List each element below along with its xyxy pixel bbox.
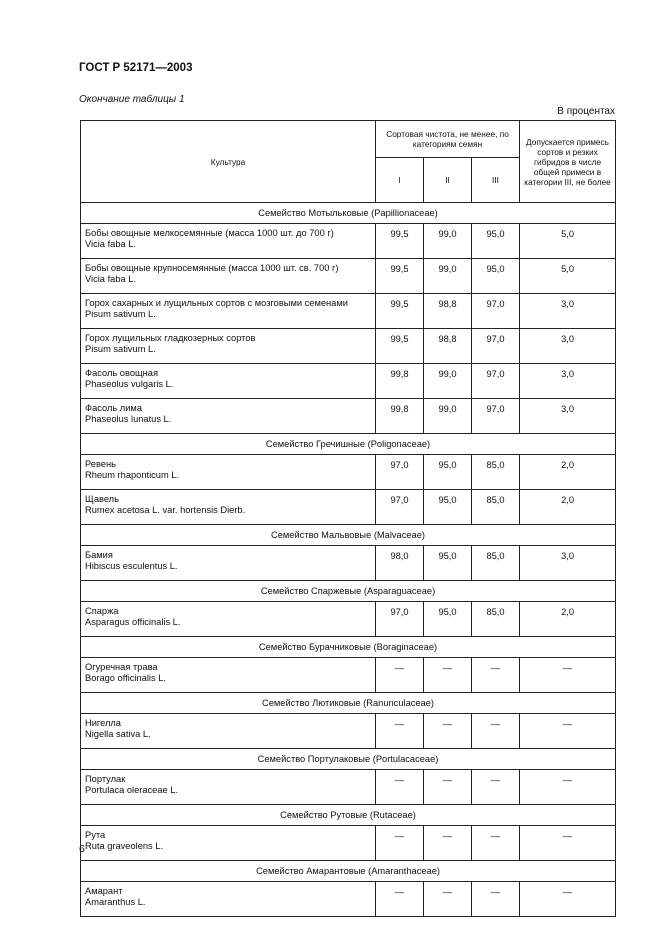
admixture-value: — [520, 826, 616, 861]
purity-value-cat-3: 95,0 [472, 224, 520, 259]
culture-cell [81, 714, 376, 749]
purity-value-cat-1: 99,8 [376, 399, 424, 434]
admixture-value: 2,0 [520, 490, 616, 525]
culture-latin-name: Nigella sativa L. [85, 729, 151, 739]
culture-latin-name: Asparagus officinalis L. [85, 617, 181, 627]
purity-value-cat-1: 97,0 [376, 602, 424, 637]
header-purity: Сортовая чистота, не менее, по категориям семян [376, 121, 520, 158]
purity-value-cat-3: 97,0 [472, 399, 520, 434]
culture-latin-name: Rumex acetosa L. var. hortensis Dierb. [85, 505, 246, 515]
header-category-1: I [376, 158, 424, 203]
culture-cell [81, 770, 376, 805]
culture-name: Горох сахарных и лущильных сортов с мозговыми семенами [85, 298, 348, 308]
table-row [81, 826, 616, 861]
table-row [81, 882, 616, 917]
purity-value-cat-1: — [376, 826, 424, 861]
culture-latin-name: Phaseolus lunatus L. [85, 414, 172, 424]
purity-value-cat-2: — [424, 826, 472, 861]
table-row [81, 364, 616, 399]
culture-cell [81, 364, 376, 399]
purity-value-cat-2: — [424, 714, 472, 749]
purity-value-cat-2: 98,8 [424, 329, 472, 364]
purity-value-cat-3: 95,0 [472, 259, 520, 294]
header-category-2: II [424, 158, 472, 203]
purity-value-cat-1: — [376, 658, 424, 693]
purity-value-cat-3: — [472, 882, 520, 917]
purity-value-cat-2: — [424, 658, 472, 693]
purity-value-cat-3: — [472, 770, 520, 805]
table-row [81, 546, 616, 581]
purity-value-cat-1: — [376, 882, 424, 917]
family-name: Семейство Лютиковые (Ranunculaceae) [81, 693, 616, 714]
table-row [81, 399, 616, 434]
purity-value-cat-2: 98,8 [424, 294, 472, 329]
purity-value-cat-2: 99,0 [424, 224, 472, 259]
purity-value-cat-2: — [424, 770, 472, 805]
family-row [81, 581, 616, 602]
admixture-value: 3,0 [520, 329, 616, 364]
culture-name: Огуречная трава [85, 662, 158, 672]
family-row [81, 637, 616, 658]
table-row [81, 455, 616, 490]
table-row [81, 770, 616, 805]
admixture-value: 3,0 [520, 294, 616, 329]
units-note: В процентах [557, 106, 615, 117]
family-row [81, 434, 616, 455]
culture-cell [81, 294, 376, 329]
document-code: ГОСТ Р 52171—2003 [79, 62, 193, 74]
culture-latin-name: Pisum sativum L. [85, 309, 156, 319]
purity-value-cat-3: — [472, 826, 520, 861]
purity-value-cat-1: 99,5 [376, 294, 424, 329]
culture-name: Нигелла [85, 718, 121, 728]
culture-cell [81, 546, 376, 581]
purity-value-cat-1: 99,5 [376, 329, 424, 364]
purity-value-cat-2: 99,0 [424, 399, 472, 434]
table-row [81, 602, 616, 637]
table-row [81, 294, 616, 329]
header-category-3: III [472, 158, 520, 203]
family-name: Семейство Мотыльковые (Papillionaceae) [81, 203, 616, 224]
table-row [81, 714, 616, 749]
family-name: Семейство Рутовые (Rutaceae) [81, 805, 616, 826]
admixture-value: — [520, 714, 616, 749]
culture-latin-name: Amaranthus L. [85, 897, 146, 907]
admixture-value: — [520, 770, 616, 805]
culture-name: Ревень [85, 459, 116, 469]
family-row [81, 203, 616, 224]
purity-value-cat-1: 99,5 [376, 259, 424, 294]
purity-value-cat-1: 98,0 [376, 546, 424, 581]
table-caption: Окончание таблицы 1 [79, 94, 185, 105]
culture-latin-name: Rheum rhaponticum L. [85, 470, 180, 480]
culture-latin-name: Phaseolus vulgaris L. [85, 379, 174, 389]
purity-value-cat-3: 97,0 [472, 294, 520, 329]
culture-latin-name: Portulaca oleraceae L. [85, 785, 179, 795]
culture-name: Бамия [85, 550, 113, 560]
family-row [81, 861, 616, 882]
culture-cell [81, 658, 376, 693]
purity-value-cat-2: 95,0 [424, 455, 472, 490]
purity-table [80, 120, 616, 917]
culture-cell [81, 826, 376, 861]
purity-value-cat-1: 97,0 [376, 455, 424, 490]
admixture-value: 2,0 [520, 455, 616, 490]
culture-latin-name: Borago officinalis L. [85, 673, 166, 683]
purity-value-cat-2: 95,0 [424, 490, 472, 525]
family-row [81, 525, 616, 546]
table-row [81, 490, 616, 525]
culture-name: Бобы овощные крупносемянные (масса 1000 шт. св. 700 г) [85, 263, 339, 273]
admixture-value: 3,0 [520, 364, 616, 399]
culture-latin-name: Hibiscus esculentus L. [85, 561, 178, 571]
purity-value-cat-1: 97,0 [376, 490, 424, 525]
purity-value-cat-1: — [376, 714, 424, 749]
culture-cell [81, 329, 376, 364]
purity-value-cat-1: — [376, 770, 424, 805]
culture-latin-name: Vicia faba L. [85, 274, 136, 284]
purity-value-cat-1: 99,8 [376, 364, 424, 399]
purity-value-cat-3: 85,0 [472, 455, 520, 490]
culture-name: Амарант [85, 886, 123, 896]
culture-name: Щавель [85, 494, 119, 504]
purity-value-cat-2: — [424, 882, 472, 917]
culture-name: Бобы овощные мелкосемянные (масса 1000 шт. до 700 г) [85, 228, 334, 238]
family-name: Семейство Портулаковые (Portulacaceae) [81, 749, 616, 770]
purity-value-cat-3: — [472, 658, 520, 693]
family-row [81, 749, 616, 770]
purity-value-cat-3: 97,0 [472, 364, 520, 399]
header-admixture: Допускается примесь сортов и резких гибридов в числе общей примеси в категории III, не более [520, 121, 616, 203]
culture-name: Рута [85, 830, 106, 840]
purity-value-cat-3: — [472, 714, 520, 749]
culture-name: Фасоль овощная [85, 368, 158, 378]
purity-value-cat-2: 95,0 [424, 546, 472, 581]
family-name: Семейство Бурачниковые (Boraginaceae) [81, 637, 616, 658]
purity-value-cat-1: 99,5 [376, 224, 424, 259]
culture-cell [81, 490, 376, 525]
culture-cell [81, 455, 376, 490]
family-name: Семейство Гречишные (Poligonaceae) [81, 434, 616, 455]
culture-cell [81, 399, 376, 434]
table-row [81, 658, 616, 693]
page-number: 6 [79, 843, 85, 855]
admixture-value: 2,0 [520, 602, 616, 637]
admixture-value: — [520, 658, 616, 693]
admixture-value: 5,0 [520, 224, 616, 259]
table-row [81, 329, 616, 364]
admixture-value: 3,0 [520, 546, 616, 581]
admixture-value: — [520, 882, 616, 917]
culture-cell [81, 602, 376, 637]
culture-latin-name: Pisum sativum L. [85, 344, 156, 354]
purity-value-cat-3: 97,0 [472, 329, 520, 364]
admixture-value: 3,0 [520, 399, 616, 434]
culture-name: Фасоль лима [85, 403, 142, 413]
culture-cell [81, 882, 376, 917]
purity-value-cat-3: 85,0 [472, 546, 520, 581]
family-name: Семейство Спаржевые (Asparaguaceae) [81, 581, 616, 602]
table-body [81, 203, 616, 917]
purity-value-cat-3: 85,0 [472, 602, 520, 637]
culture-name: Портулак [85, 774, 126, 784]
family-row [81, 693, 616, 714]
purity-value-cat-2: 95,0 [424, 602, 472, 637]
table-row [81, 259, 616, 294]
family-name: Семейство Амарантовые (Amaranthaceae) [81, 861, 616, 882]
table-row [81, 224, 616, 259]
culture-latin-name: Vicia faba L. [85, 239, 136, 249]
culture-latin-name: Ruta graveolens L. [85, 841, 164, 851]
culture-name: Спаржа [85, 606, 119, 616]
purity-value-cat-2: 99,0 [424, 364, 472, 399]
family-row [81, 805, 616, 826]
culture-cell [81, 224, 376, 259]
culture-name: Горох лущильных гладкозерных сортов [85, 333, 256, 343]
family-name: Семейство Мальвовые (Malvaceae) [81, 525, 616, 546]
header-culture: Культура [81, 121, 376, 203]
admixture-value: 5,0 [520, 259, 616, 294]
purity-value-cat-2: 99,0 [424, 259, 472, 294]
purity-value-cat-3: 85,0 [472, 490, 520, 525]
culture-cell [81, 259, 376, 294]
